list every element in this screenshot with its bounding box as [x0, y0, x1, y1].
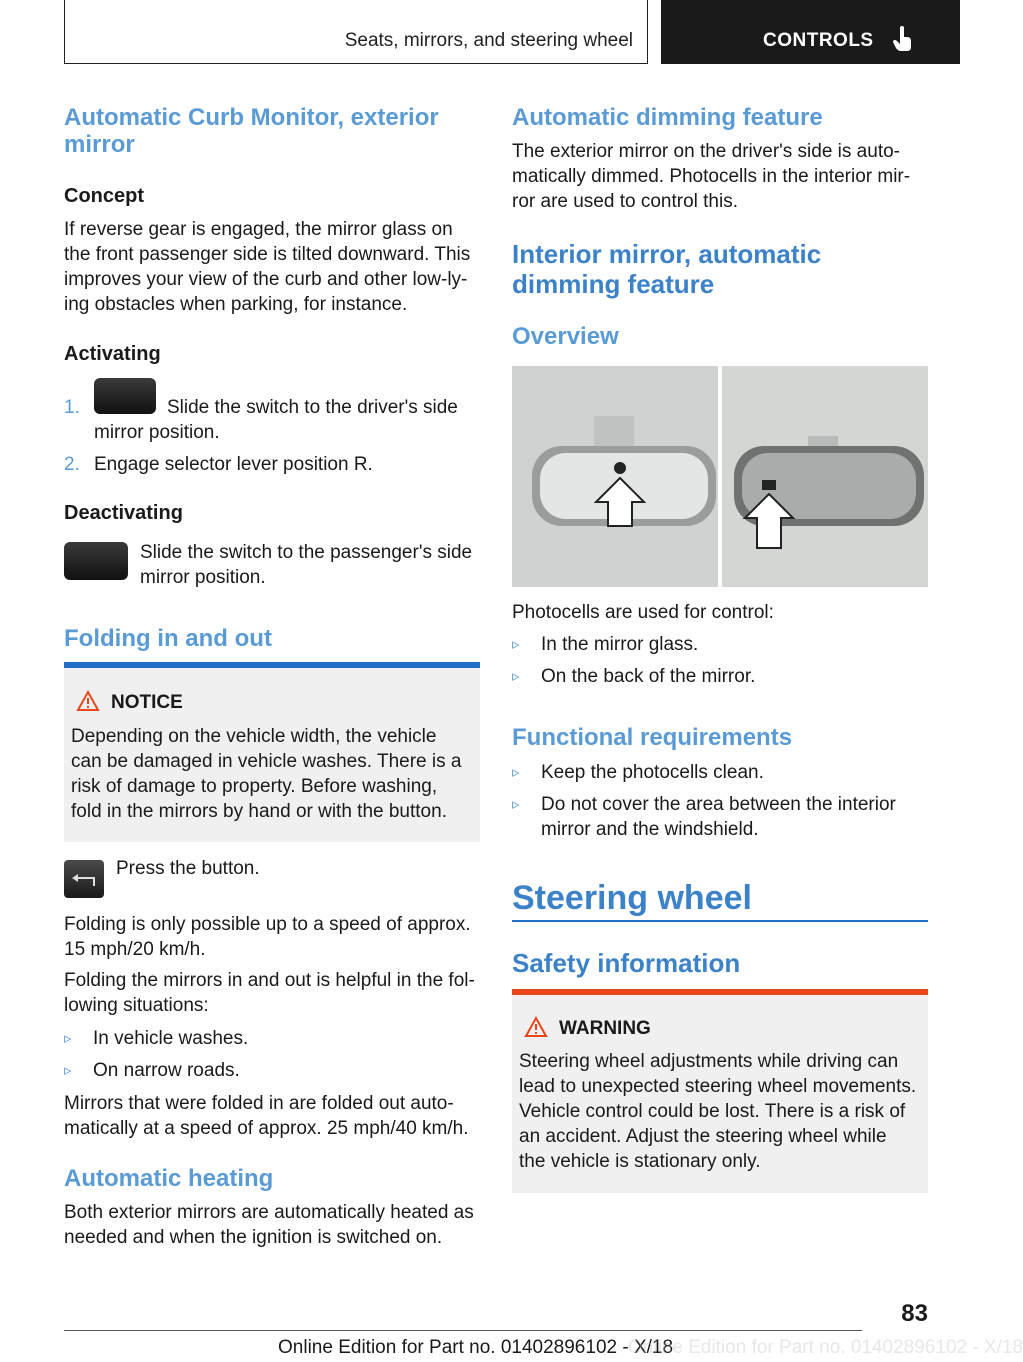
- curb-monitor-heading-line2: mirror: [64, 131, 135, 158]
- notice-title: NOTICE: [111, 692, 183, 713]
- header-chapter-tab[interactable]: [661, 0, 960, 64]
- interior-mirror-illustration: [512, 366, 928, 587]
- pointing-hand-icon: [893, 26, 913, 52]
- photocells-intro: Photocells are used for control:: [512, 602, 774, 623]
- bullet-marker: ▹: [64, 1030, 72, 1047]
- notice-line-3: risk of damage to property. Before washing,: [71, 776, 438, 797]
- deactivating-title: Deactivating: [64, 502, 183, 524]
- press-button-text: Press the button.: [116, 858, 260, 879]
- deactivating-line-2: mirror position.: [140, 567, 266, 588]
- concept-line-3: improves your view of the curb and other low-ly‐: [64, 269, 468, 290]
- step-number: 2.: [64, 454, 80, 475]
- speed-line-2: 15 mph/20 km/h.: [64, 939, 206, 960]
- notice-line-1: Depending on the vehicle width, the vehicle: [71, 726, 437, 747]
- dimming-line-2: matically dimmed. Photocells in the interior mir‐: [512, 166, 911, 187]
- interior-mirror-heading-line1: Interior mirror, automatic: [512, 239, 822, 269]
- footer-edition: Online Edition for Part no. 01402896102 - X/18: [278, 1337, 674, 1358]
- bullet-marker: ▹: [512, 764, 520, 781]
- functional-bullet-2-line-2: mirror and the windshield.: [541, 819, 759, 840]
- steering-wheel-heading: Steering wheel: [512, 879, 752, 917]
- fold-mirror-button-image: [64, 860, 104, 898]
- step-number: 1.: [64, 397, 80, 418]
- warning-line-4: an accident. Adjust the steering wheel while: [519, 1126, 887, 1147]
- step-1-line-1: Slide the switch to the driver's side: [167, 397, 458, 418]
- header-section-title: Seats, mirrors, and steering wheel: [344, 30, 633, 51]
- auto-fold-line-1: Mirrors that were folded in are folded out auto‐: [64, 1093, 454, 1114]
- functional-requirements-heading: Functional requirements: [512, 724, 793, 751]
- bullet-marker: ▹: [64, 1062, 72, 1079]
- concept-line-1: If reverse gear is engaged, the mirror glass on: [64, 219, 453, 240]
- notice-line-2: can be damaged in vehicle washes. There is a: [71, 751, 462, 772]
- section-rule: [512, 920, 928, 922]
- dimming-heading: Automatic dimming feature: [512, 104, 823, 131]
- heating-line-1: Both exterior mirrors are automatically heated as: [64, 1202, 474, 1223]
- overview-heading: Overview: [512, 323, 619, 350]
- warning-triangle-icon: [77, 691, 99, 711]
- header-chapter-label: CONTROLS: [763, 30, 874, 51]
- bullet-marker: ▹: [512, 668, 520, 685]
- safety-information-heading: Safety information: [512, 948, 741, 978]
- warning-line-5: the vehicle is stationary only.: [519, 1151, 761, 1172]
- helpful-line-1: Folding the mirrors in and out is helpful in the fol‐: [64, 970, 475, 991]
- bullet-marker: ▹: [512, 796, 520, 813]
- helpful-line-2: lowing situations:: [64, 995, 209, 1016]
- heating-heading: Automatic heating: [64, 1165, 274, 1192]
- mirror-switch-image: [64, 542, 128, 580]
- interior-mirror-heading-line2: dimming feature: [512, 269, 715, 299]
- header-section-box: [64, 0, 648, 64]
- folding-heading: Folding in and out: [64, 625, 272, 652]
- concept-line-4: ing obstacles when parking, for instance.: [64, 294, 408, 315]
- activating-title: Activating: [64, 343, 161, 365]
- step-2-text: Engage selector lever position R.: [94, 454, 373, 475]
- mirror-switch-image: [94, 378, 156, 414]
- warning-line-3: Vehicle control could be lost. There is a risk of: [519, 1101, 906, 1122]
- concept-line-2: the front passenger side is tilted downward. This: [64, 244, 471, 265]
- warning-line-2: lead to unexpected steering wheel movements.: [519, 1076, 917, 1097]
- bullet-marker: ▹: [512, 636, 520, 653]
- step-1-line-2: mirror position.: [94, 422, 220, 443]
- notice-box: [64, 668, 480, 842]
- fold-mirror-icon: [64, 860, 104, 898]
- footer-watermark: Online Edition for Part no. 01402896102 - X/18: [628, 1337, 1023, 1358]
- deactivating-line-1: Slide the switch to the passenger's side: [140, 542, 473, 563]
- notice-line-4: fold in the mirrors by hand or with the button.: [71, 801, 447, 822]
- speed-line-1: Folding is only possible up to a speed of approx.: [64, 914, 471, 935]
- concept-title: Concept: [64, 185, 144, 207]
- warning-triangle-icon: [525, 1017, 547, 1037]
- heating-line-2: needed and when the ignition is switched on.: [64, 1227, 443, 1248]
- curb-monitor-heading-line1: Automatic Curb Monitor, exterior: [64, 104, 439, 131]
- warning-box: [512, 995, 928, 1193]
- page-number: 83: [901, 1300, 928, 1327]
- warning-line-1: Steering wheel adjustments while driving can: [519, 1051, 899, 1072]
- footer-rule: [64, 1330, 862, 1331]
- warning-title: WARNING: [559, 1018, 651, 1039]
- dimming-line-3: ror are used to control this.: [512, 191, 738, 212]
- dimming-line-1: The exterior mirror on the driver's side is auto‐: [512, 141, 900, 162]
- auto-fold-line-2: matically at a speed of approx. 25 mph/40 km/h.: [64, 1118, 469, 1139]
